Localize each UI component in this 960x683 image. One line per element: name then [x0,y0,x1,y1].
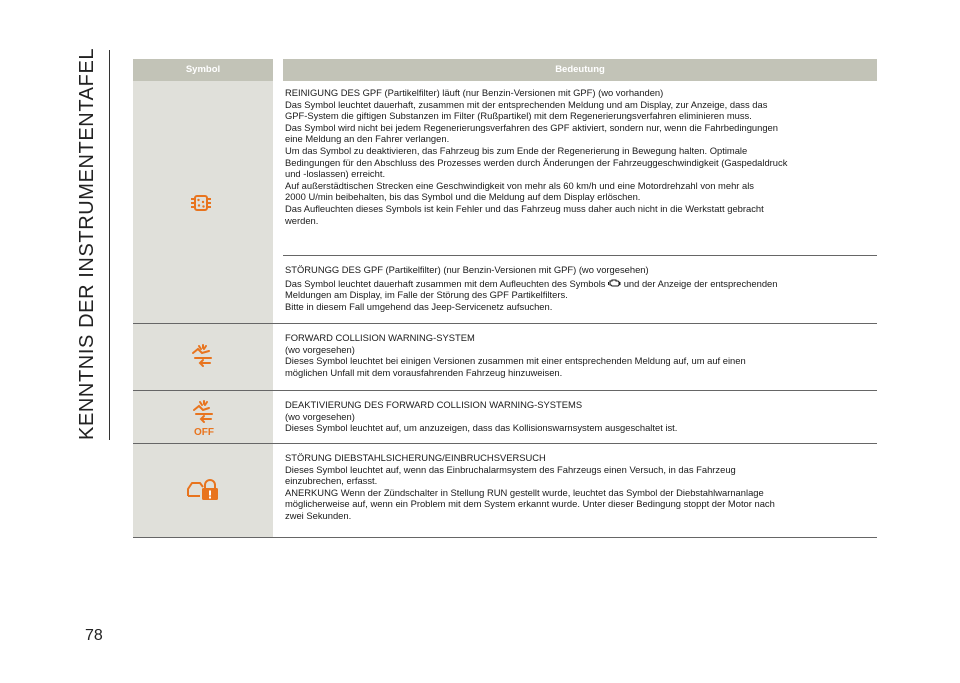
header-meaning: Bedeutung [555,64,605,75]
row3-line: DEAKTIVIERUNG DES FORWARD COLLISION WARNING-SYSTEMS [285,399,583,410]
row-fcw-text [285,332,877,378]
row1-line: 2000 U/min beibehalten, bis das Symbol und die Meldung auf dem Display erlöschen. [285,191,641,203]
row4-line: einzubrechen, erfasst. [285,475,378,487]
row-gpf-text [285,87,877,226]
engine-malfunction-icon [608,278,621,288]
row4-line: ANERKUNG Wenn der Zündschalter in Stellung RUN gestellt wurde, leuchtet das Symbol der Diebstahlwarnanlage [285,486,764,498]
gpf-regeneration-icon [187,190,215,216]
off-label: OFF [194,427,214,438]
row1-line: Das Symbol wird nicht bei jedem Regenerierungsverfahren des GPF aktiviert, sondern nur, wenn die Fahrbedingungen [285,121,778,133]
row4-line: Dieses Symbol leuchtet auf, wenn das Einbruchalarmsystem des Fahrzeugs einen Versuch, in das Fahrzeug [285,463,736,475]
row-gpf-fault-text [285,264,877,312]
table-bottom-rule [133,537,877,538]
table-header [133,59,877,81]
page-number: 78 [85,627,103,644]
row1-line: Das Symbol leuchtet dauerhaft, zusammen mit der entsprechenden Meldung und am Display, zur Anzeige, dass das [285,98,768,110]
row-fcw-off-text [285,399,877,434]
row-divider [133,390,877,391]
row1-sub-title: STÖRUNGG DES GPF (Partikelfilter) (nur Benzin-Versionen mit GPF) (wo vorgesehen) [285,264,649,275]
symbol-column [133,81,273,538]
row-divider [133,323,877,324]
header-gap [273,59,283,81]
header-symbol: Symbol [185,64,221,75]
row4-line: möglicherweise auf, wenn ein Problem mit dem System erkannt wurde. Unter dieser Bedingung stoppt der Motor nach [285,498,775,510]
side-title: KENNTNIS DER INSTRUMENTENTAFEL [76,47,98,440]
row1-sub-line-before: Das Symbol leuchtet dauerhaft zusammen mit dem Aufleuchten des Symbols [285,277,606,289]
row1-line: Das Aufleuchten dieses Symbols ist kein Fehler und das Fahrzeug muss daher auch nicht in die Werkstatt gebracht [285,202,764,214]
row3-line: Dieses Symbol leuchtet auf, um anzuzeigen, dass das Kollisionswarnsystem ausgeschaltet ist. [285,422,678,434]
row1-line: REINIGUNG DES GPF (Partikelfilter) läuft (nur Benzin-Versionen mit GPF) (wo vorhanden) [285,87,664,98]
row1-line: eine Meldung an den Fahrer verlangen. [285,133,450,145]
row4-line: STÖRUNG DIEBSTAHLSICHERUNG/EINBRUCHSVERSUCH [285,452,546,463]
row3-line: (wo vorgesehen) [285,410,355,422]
row2-line: (wo vorgesehen) [285,343,355,355]
row1-line: Auf außerstädtischen Strecken eine Geschwindigkeit von mehr als 60 km/h und eine Motordrehzahl von mehr als [285,179,754,191]
row1-sub-line [285,278,877,290]
row1-sub-line: Bitte in diesem Fall umgehend das Jeep-Servicenetz aufsuchen. [285,300,553,312]
row1-line: Bedingungen für den Abschluss des Prozesses werden durch Änderungen der Fahrzeuggeschwindigkeit (Gaspedaldruck [285,156,788,168]
row-antitheft-text [285,452,877,522]
row-divider [133,443,877,444]
row1-line: werden. [285,214,319,226]
anti-theft-fault-icon [186,478,222,502]
row2-line: möglichen Unfall mit dem vorausfahrenden Fahrzeug hinzuweisen. [285,366,563,378]
forward-collision-warning-icon [189,343,217,371]
row1-line: und -loslassen) erreicht. [285,168,386,180]
sub-divider [283,255,877,256]
row2-line: Dieses Symbol leuchtet bei einigen Versionen zusammen mit einer entsprechenden Meldung auf, um auf einen [285,355,746,367]
row2-line: FORWARD COLLISION WARNING-SYSTEM [285,332,475,343]
row4-line: zwei Sekunden. [285,509,352,521]
forward-collision-off-icon [191,400,217,438]
row1-line: GPF-System die giftigen Substanzen im Filter (Rußpartikel) mit dem Regenerierungsverfahren eliminieren muss. [285,110,752,122]
row1-sub-line-after: und der Anzeige der entsprechenden [623,277,778,289]
side-rule [109,50,110,440]
row1-line: Um das Symbol zu deaktivieren, das Fahrzeug bis zum Ende der Regenerierung in Bewegung halten. Optimale [285,144,748,156]
row1-sub-line: Meldungen am Display, im Falle der Störung des GPF Partikelfilters. [285,289,568,301]
